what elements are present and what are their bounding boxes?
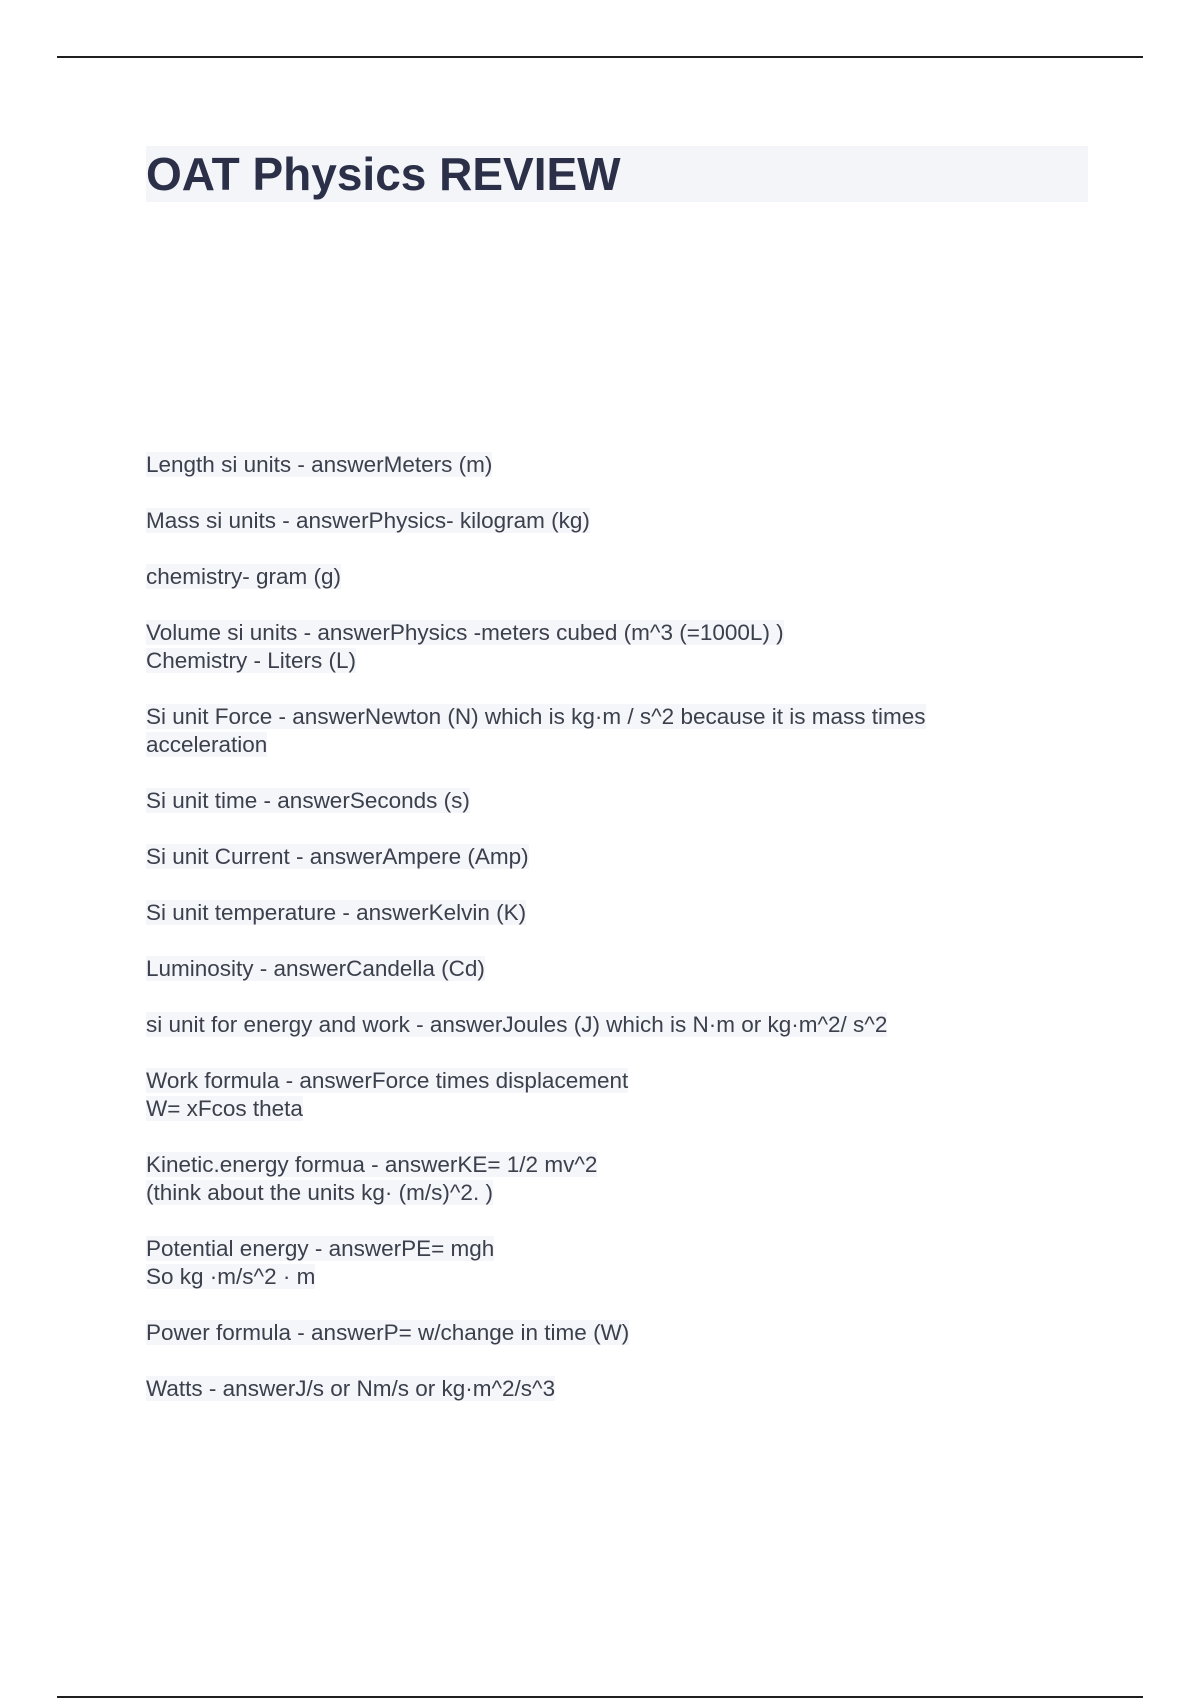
item-line: Volume si units - answerPhysics -meters cubed (m^3 (=1000L) ) [146, 620, 784, 645]
page-title: OAT Physics REVIEW [146, 148, 621, 200]
item-line: Si unit time - answerSeconds (s) [146, 788, 470, 813]
list-item [146, 703, 1046, 759]
item-line: Potential energy - answerPE= mgh [146, 1236, 495, 1261]
list-item [146, 507, 1046, 535]
item-line: Si unit Force - answerNewton (N) which is kg·m / s^2 because it is mass times [146, 704, 926, 729]
item-line: (think about the units kg· (m/s)^2. ) [146, 1180, 493, 1205]
item-line: Length si units - answerMeters (m) [146, 452, 493, 477]
footer-rule [57, 1696, 1143, 1698]
item-line: Kinetic.energy formua - answerKE= 1/2 mv^2 [146, 1152, 598, 1177]
item-line: Watts - answerJ/s or Nm/s or kg·m^2/s^3 [146, 1376, 556, 1401]
list-item [146, 451, 1046, 479]
list-item [146, 1011, 1046, 1039]
list-item [146, 1375, 1046, 1403]
item-line: Power formula - answerP= w/change in time (W) [146, 1320, 630, 1345]
item-line: si unit for energy and work - answerJoules (J) which is N·m or kg·m^2/ s^2 [146, 1012, 888, 1037]
list-item [146, 563, 1046, 591]
item-line: Si unit Current - answerAmpere (Amp) [146, 844, 529, 869]
list-item [146, 787, 1046, 815]
list-item [146, 1067, 1046, 1123]
list-item [146, 843, 1046, 871]
list-item [146, 1151, 1046, 1207]
list-item [146, 899, 1046, 927]
list-item [146, 1319, 1046, 1347]
item-line: Luminosity - answerCandella (Cd) [146, 956, 485, 981]
item-line: Mass si units - answerPhysics- kilogram (kg) [146, 508, 590, 533]
list-item [146, 955, 1046, 983]
item-line: Si unit temperature - answerKelvin (K) [146, 900, 527, 925]
list-item [146, 1235, 1046, 1291]
item-line: chemistry- gram (g) [146, 564, 342, 589]
item-line: acceleration [146, 732, 268, 757]
item-line: Chemistry - Liters (L) [146, 648, 357, 673]
item-line: W= xFcos theta [146, 1096, 303, 1121]
item-line: So kg ·m/s^2 · m [146, 1264, 316, 1289]
header-rule [57, 56, 1143, 58]
item-line: Work formula - answerForce times displacement [146, 1068, 629, 1093]
qa-list [146, 451, 1046, 1431]
list-item [146, 619, 1046, 675]
